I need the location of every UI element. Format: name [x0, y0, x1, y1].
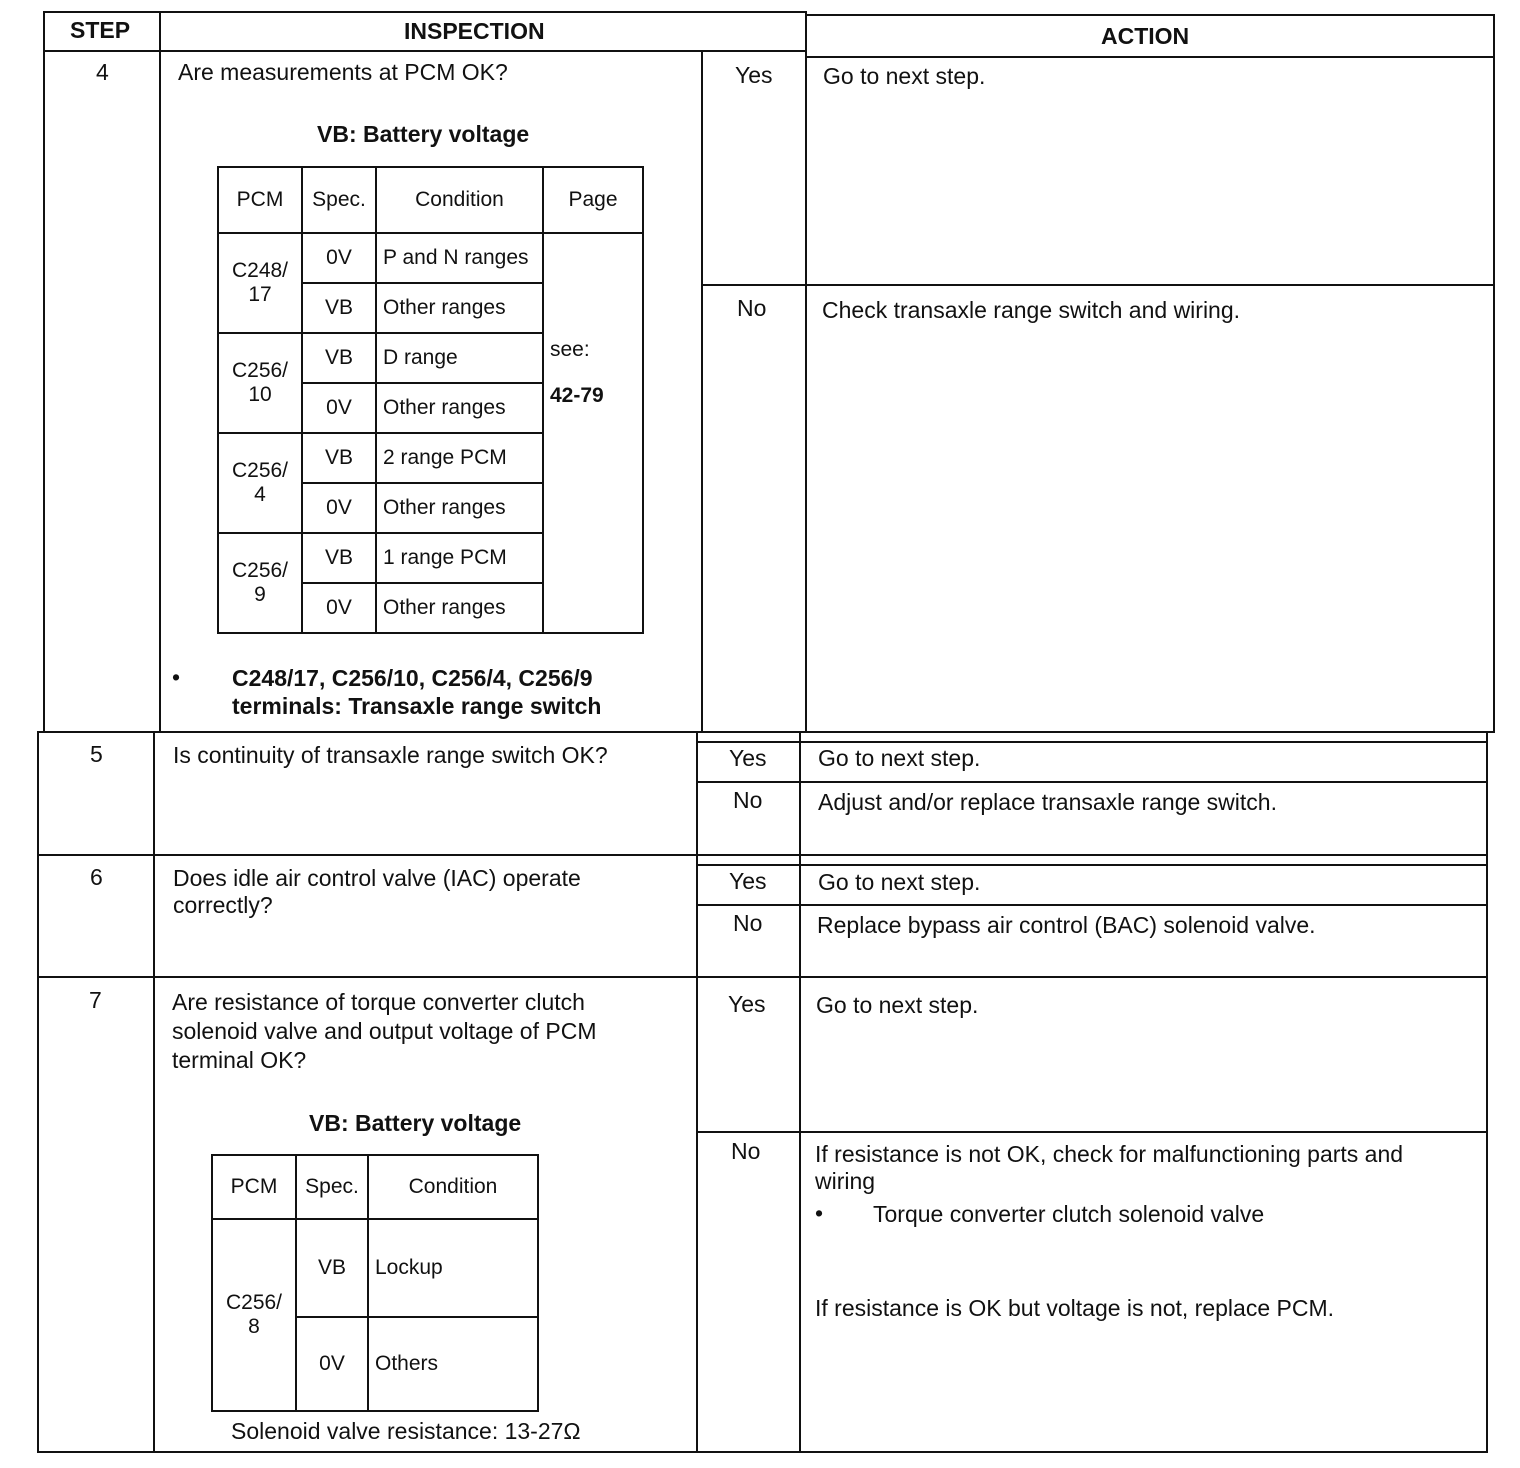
header-action: ACTION	[1101, 23, 1190, 49]
grid-line	[696, 864, 1488, 866]
yes-label: Yes	[735, 62, 773, 88]
no-label: No	[731, 1138, 761, 1164]
header-inspection: INSPECTION	[404, 18, 545, 44]
condition-cell: Other ranges	[376, 583, 543, 633]
condition-cell: P and N ranges	[376, 233, 543, 283]
grid-line	[799, 731, 801, 1453]
condition-cell: D range	[376, 333, 543, 383]
condition-cell: 2 range PCM	[376, 433, 543, 483]
spec-cell: VB	[302, 533, 376, 583]
table-header: PCM	[218, 167, 302, 233]
grid-line	[37, 731, 39, 1453]
table-header: Page	[543, 167, 643, 233]
condition-cell: Other ranges	[376, 483, 543, 533]
grid-line	[1486, 731, 1488, 1453]
pcm-terminal: C256/	[231, 459, 289, 482]
table-header: Spec.	[296, 1155, 368, 1219]
yes-label: Yes	[729, 868, 767, 894]
table-header: Spec.	[302, 167, 376, 233]
pcm-terminal: 4	[254, 483, 266, 506]
solenoid-voltage-table	[211, 1154, 539, 1412]
bullet: •	[815, 1200, 824, 1226]
no-action: wiring	[815, 1168, 876, 1194]
grid-line	[37, 731, 1495, 733]
no-action: If resistance is not OK, check for malfunctioning parts and	[815, 1141, 1404, 1167]
grid-line	[696, 781, 1488, 783]
pcm-terminal: 9	[254, 583, 266, 606]
page-number: 42-79	[550, 384, 604, 407]
step-number: 4	[96, 59, 109, 85]
grid-line	[43, 11, 806, 13]
inspection-question: terminal OK?	[172, 1047, 307, 1073]
grid-line	[805, 11, 807, 731]
yes-action: Go to next step.	[823, 63, 986, 89]
page-cell	[543, 233, 643, 633]
terminal-note: terminals: Transaxle range switch	[232, 693, 602, 719]
pcm-terminal-cell	[218, 333, 302, 433]
no-action: Adjust and/or replace transaxle range switch.	[818, 789, 1277, 815]
terminal-note: C248/17, C256/10, C256/4, C256/9	[232, 665, 593, 691]
bullet: •	[172, 664, 181, 690]
step-number: 7	[89, 987, 102, 1013]
spec-cell: 0V	[302, 383, 376, 433]
pcm-measurement-table	[217, 166, 644, 634]
grid-line	[37, 854, 1488, 856]
condition-cell: 1 range PCM	[376, 533, 543, 583]
yes-label: Yes	[729, 745, 767, 771]
yes-label: Yes	[728, 991, 766, 1017]
table-header: PCM	[212, 1155, 296, 1219]
grid-line	[696, 904, 1488, 906]
grid-line	[159, 11, 161, 731]
grid-line	[696, 731, 698, 1453]
step-number: 6	[90, 864, 103, 890]
inspection-question: solenoid valve and output voltage of PCM	[172, 1018, 597, 1044]
header-step: STEP	[70, 17, 131, 43]
table-header: Condition	[368, 1155, 538, 1219]
no-label: No	[737, 295, 767, 321]
condition-cell: Lockup	[368, 1219, 538, 1317]
inspection-question: Does idle air control valve (IAC) operate	[173, 865, 581, 891]
condition-cell: Other ranges	[376, 383, 543, 433]
inspection-question: Is continuity of transaxle range switch OK?	[173, 742, 608, 768]
no-action: If resistance is OK but voltage is not, replace PCM.	[815, 1295, 1335, 1321]
step-number: 5	[90, 741, 103, 767]
spec-cell: VB	[296, 1219, 368, 1317]
no-label: No	[733, 910, 763, 936]
pcm-terminal-cell	[218, 233, 302, 333]
table-header: Condition	[376, 167, 543, 233]
pcm-terminal: C256/	[225, 1291, 283, 1314]
inspection-question: correctly?	[173, 892, 273, 918]
grid-line	[696, 741, 1488, 743]
grid-line	[43, 11, 45, 731]
condition-cell: Others	[368, 1317, 538, 1411]
grid-line	[805, 56, 1495, 58]
pcm-terminal-cell	[218, 433, 302, 533]
pcm-terminal: 8	[248, 1315, 260, 1338]
pcm-terminal: 17	[248, 283, 272, 306]
grid-line	[701, 52, 703, 731]
grid-line	[43, 50, 806, 52]
no-label: No	[733, 787, 763, 813]
yes-action: Go to next step.	[818, 869, 981, 895]
grid-line	[1493, 14, 1495, 731]
grid-line	[696, 1131, 1488, 1133]
spec-cell: VB	[302, 283, 376, 333]
spec-cell: VB	[302, 333, 376, 383]
grid-line	[37, 1451, 1488, 1453]
condition-cell: Other ranges	[376, 283, 543, 333]
grid-line	[153, 731, 155, 1453]
voltage-legend: VB: Battery voltage	[309, 1110, 522, 1136]
yes-action: Go to next step.	[816, 992, 979, 1018]
pcm-terminal: C248/	[231, 259, 289, 282]
pcm-terminal-cell	[212, 1219, 296, 1411]
page-see: see:	[550, 338, 590, 361]
no-action: Check transaxle range switch and wiring.	[822, 297, 1241, 323]
spec-cell: 0V	[296, 1317, 368, 1411]
grid-line	[37, 976, 1488, 978]
grid-line	[805, 14, 1495, 16]
pcm-terminal: 10	[248, 383, 272, 406]
yes-action: Go to next step.	[818, 745, 981, 771]
voltage-legend: VB: Battery voltage	[317, 121, 530, 147]
resistance-note: Solenoid valve resistance: 13-27Ω	[231, 1418, 581, 1444]
inspection-question: Are measurements at PCM OK?	[178, 59, 508, 85]
grid-line	[701, 284, 1493, 286]
no-action: Torque converter clutch solenoid valve	[873, 1201, 1265, 1227]
spec-cell: 0V	[302, 233, 376, 283]
pcm-terminal: C256/	[231, 359, 289, 382]
spec-cell: 0V	[302, 483, 376, 533]
spec-cell: 0V	[302, 583, 376, 633]
no-action: Replace bypass air control (BAC) solenoid valve.	[817, 912, 1316, 938]
pcm-terminal-cell	[218, 533, 302, 633]
spec-cell: VB	[302, 433, 376, 483]
pcm-terminal: C256/	[231, 559, 289, 582]
inspection-question: Are resistance of torque converter clutch	[172, 989, 585, 1015]
